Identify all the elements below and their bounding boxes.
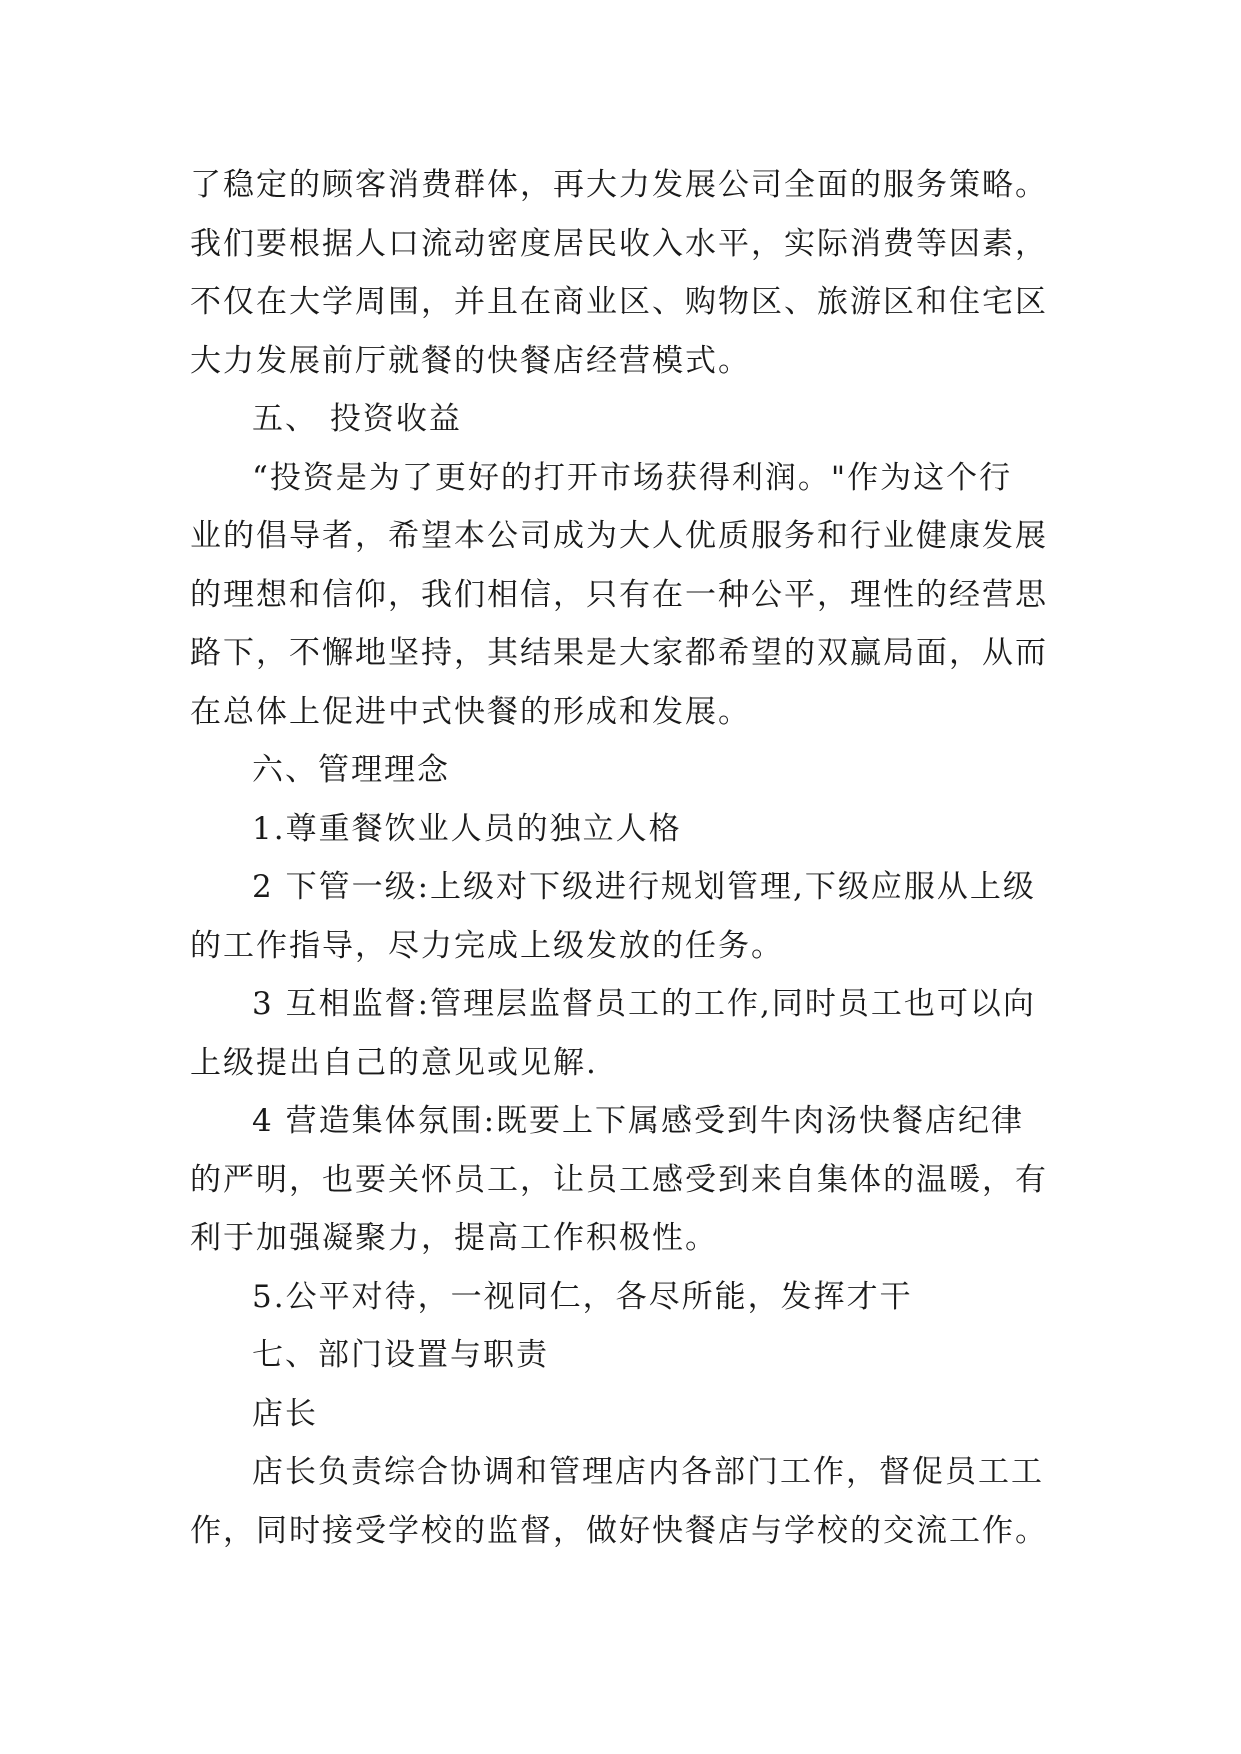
paragraph-customer-strategy xyxy=(190,156,1060,390)
list-item-3 xyxy=(190,975,1060,1092)
document-body xyxy=(190,156,1060,1560)
text-line: 上级提出自己的意见或见解. xyxy=(190,1044,598,1081)
list-item-4 xyxy=(190,1092,1060,1268)
list-item-5: 5.公平对待，一视同仁，各尽所能，发挥才干 xyxy=(252,1278,913,1315)
text-line: “投资是为了更好的打开市场获得利润。"作为这个行 xyxy=(252,459,1013,496)
section-heading-departments: 七、部门设置与职责 xyxy=(252,1337,549,1373)
paragraph-store-manager xyxy=(190,1443,1060,1560)
section-heading-investment: 五、 投资收益 xyxy=(252,401,462,437)
text-line: 路下，不懈地坚持，其结果是大家都希望的双赢局面，从而 xyxy=(190,635,1048,671)
text-line: 3 互相监督:管理层监督员工的工作,同时员工也可以向 xyxy=(252,986,1036,1022)
text-line: 的理想和信仰，我们相信，只有在一种公平，理性的经营思 xyxy=(190,576,1048,613)
text-line: 的严明，也要关怀员工，让员工感受到来自集体的温暖，有 xyxy=(190,1161,1048,1198)
text-line: 作，同时接受学校的监督，做好快餐店与学校的交流工作。 xyxy=(190,1512,1048,1549)
text-line: 利于加强凝聚力，提高工作积极性。 xyxy=(190,1220,718,1256)
text-line: 了稳定的顾客消费群体，再大力发展公司全面的服务策略。 xyxy=(190,167,1048,203)
text-line: 4 营造集体氛围:既要上下属感受到牛肉汤快餐店纪律 xyxy=(252,1103,1025,1139)
text-line: 不仅在大学周围，并且在商业区、购物区、旅游区和住宅区 xyxy=(190,284,1048,320)
list-item-1: 1.尊重餐饮业人员的独立人格 xyxy=(252,810,682,847)
sub-heading-store-manager: 店长 xyxy=(252,1395,318,1432)
text-line: 2 下管一级:上级对下级进行规划管理,下级应服从上级 xyxy=(252,869,1036,905)
paragraph-investment xyxy=(190,449,1060,742)
text-line: 店长负责综合协调和管理店内各部门工作，督促员工工 xyxy=(252,1454,1044,1490)
text-line: 在总体上促进中式快餐的形成和发展。 xyxy=(190,693,751,730)
text-line: 我们要根据人口流动密度居民收入水平，实际消费等因素， xyxy=(190,225,1048,262)
section-heading-management: 六、管理理念 xyxy=(252,752,450,788)
text-line: 业的倡导者，希望本公司成为大人优质服务和行业健康发展 xyxy=(190,518,1048,554)
list-item-2 xyxy=(190,858,1060,975)
text-line: 的工作指导，尽力完成上级发放的任务。 xyxy=(190,927,784,964)
text-line: 大力发展前厅就餐的快餐店经营模式。 xyxy=(190,342,751,379)
